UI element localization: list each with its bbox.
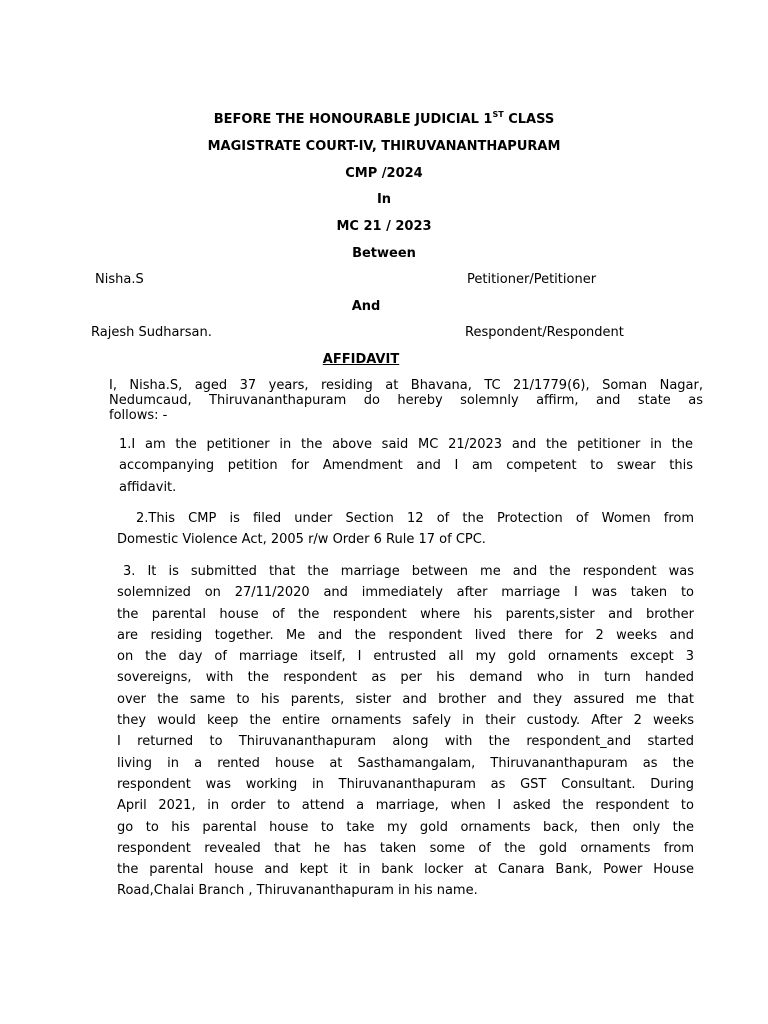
paragraph-line: respondent was working in Thiruvananthapuram as GST Consultant. During <box>117 776 694 792</box>
paragraph-line: respondent revealed that he has taken some of the gold ornaments from <box>117 840 694 856</box>
paragraph-line: solemnized on 27/11/2020 and immediately after marriage I was taken to <box>117 585 694 601</box>
ordinal-superscript: ST <box>492 109 504 119</box>
intro-line: I, Nisha.S, aged 37 years, residing at Bhavana, TC 21/1779(6), Soman Nagar, <box>109 378 703 393</box>
court-heading-line1 <box>0 109 768 128</box>
paragraph-line: Road,Chalai Branch , Thiruvananthapuram in his name. <box>117 883 478 899</box>
paragraph-line: go to his parental house to take my gold ornaments back, then only the <box>117 819 694 835</box>
and-label: And <box>351 299 381 314</box>
paragraph-2 <box>117 508 694 551</box>
paragraph-line: affidavit. <box>119 479 177 495</box>
paragraph-3 <box>117 561 694 902</box>
paragraph-line: over the same to his parents, sister and brother and they assured me that <box>117 691 694 707</box>
paragraph-line: 3. It is submitted that the marriage between me and the respondent was <box>123 564 694 579</box>
respondent-name: Rajesh Sudharsan. <box>91 325 212 340</box>
paragraph-line: they would keep the entire ornaments safely in their custody. After 2 weeks <box>117 713 694 729</box>
cmp-number: CMP /2024 <box>345 166 423 181</box>
petitioner-role: Petitioner/Petitioner <box>467 272 597 287</box>
paragraph-line: the parental house of the respondent where his parents,sister and brother <box>117 606 694 622</box>
mc-number: MC 21 / 2023 <box>336 219 432 234</box>
in-label: In <box>376 192 392 207</box>
paragraph-line: accompanying petition for Amendment and I am competent to swear this <box>119 458 693 474</box>
court-heading-tail: CLASS <box>503 112 555 127</box>
paragraph-line: on the day of marriage itself, I entrusted all my gold ornaments except 3 <box>117 649 694 665</box>
paragraph-line: are residing together. Me and the respondent lived there for 2 weeks and <box>117 627 694 643</box>
intro-line: Nedumcaud, Thiruvananthapuram do hereby solemnly affirm, and state as <box>109 393 703 408</box>
paragraph-line: Domestic Violence Act, 2005 r/w Order 6 Rule 17 of CPC. <box>117 532 486 548</box>
intro-line: follows: - <box>109 408 168 423</box>
paragraph-line: April 2021, in order to attend a marriage, when I asked the respondent to <box>117 798 694 814</box>
paragraph-line: I returned to Thiruvananthapuram along with the respondent_and started <box>117 734 694 750</box>
paragraph-line: 1.I am the petitioner in the above said MC 21/2023 and the petitioner in the <box>119 437 693 452</box>
paragraph-1 <box>119 434 693 498</box>
paragraph-line: living in a rented house at Sasthamangalam, Thiruvananthapuram as the <box>117 755 694 771</box>
court-heading-line2: MAGISTRATE COURT-IV, THIRUVANANTHAPURAM <box>207 139 561 154</box>
paragraph-line: sovereigns, with the respondent as per his demand who in turn handed <box>117 670 694 686</box>
paragraph-line: 2.This CMP is filed under Section 12 of the Protection of Women from <box>136 511 694 526</box>
intro-paragraph <box>109 378 703 423</box>
petitioner-name: Nisha.S <box>95 272 144 287</box>
court-heading-text: BEFORE THE HONOURABLE JUDICIAL 1 <box>213 112 493 127</box>
between-label: Between <box>352 246 416 261</box>
respondent-role: Respondent/Respondent <box>465 325 624 340</box>
affidavit-title: AFFIDAVIT <box>322 352 400 367</box>
paragraph-line: the parental house and kept it in bank locker at Canara Bank, Power House <box>117 862 694 878</box>
